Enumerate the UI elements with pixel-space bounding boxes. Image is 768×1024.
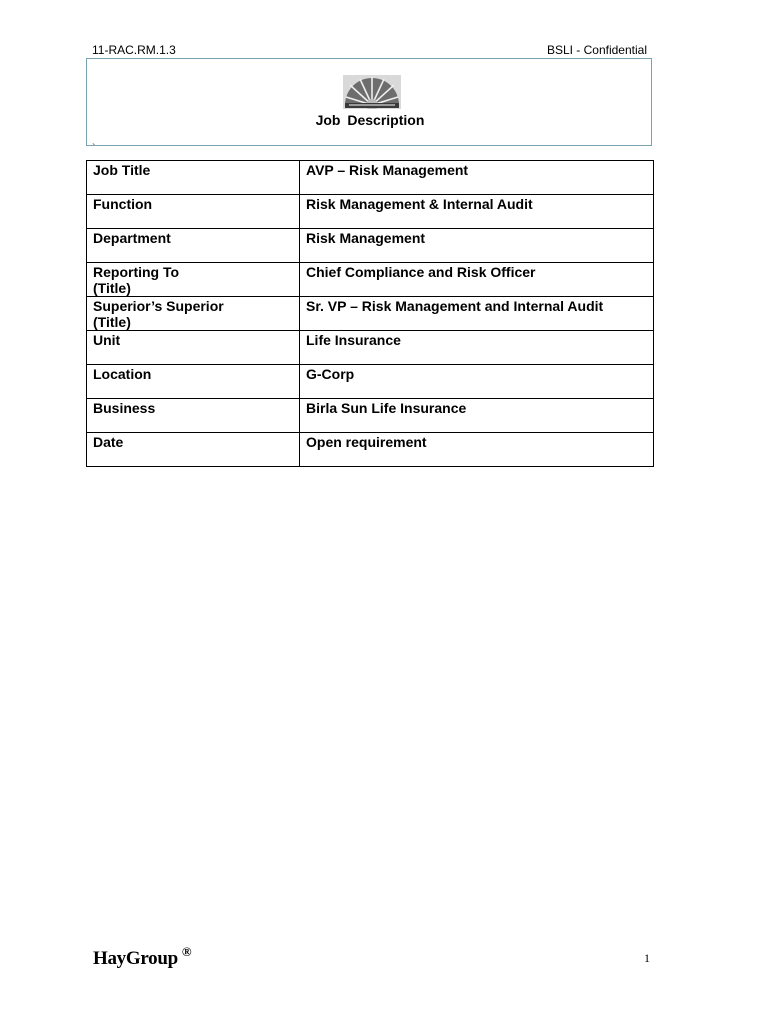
haygroup-logo: [93, 944, 191, 970]
stray-mark: `: [92, 143, 96, 154]
field-label: Location: [93, 366, 152, 382]
confidentiality-label: BSLI - Confidential: [546, 43, 647, 57]
field-label-cell: [87, 399, 300, 433]
company-logo-icon: [343, 75, 401, 109]
field-label: Department: [93, 230, 171, 246]
table-row: [87, 195, 654, 229]
brand-name: HayGroup: [93, 948, 178, 969]
field-value: Birla Sun Life Insurance: [300, 399, 654, 433]
document-code: 11-RAC.RM.1.3: [92, 43, 176, 57]
field-label-cell: [87, 229, 300, 263]
field-label-cell: [87, 331, 300, 365]
field-label: Job Title: [93, 162, 151, 178]
field-label: (Title): [93, 314, 131, 330]
field-label: Date: [93, 434, 124, 450]
field-label: Function: [93, 196, 153, 212]
field-label-cell: [87, 297, 300, 331]
title-block: [86, 58, 652, 146]
table-row: [87, 263, 654, 297]
field-value: Risk Management & Internal Audit: [300, 195, 654, 229]
field-label-cell: [87, 365, 300, 399]
document-title: Job Description: [315, 112, 425, 128]
field-value: AVP – Risk Management: [300, 161, 654, 195]
table-row: [87, 433, 654, 467]
page-number: 1: [644, 951, 650, 965]
field-label: Reporting To: [93, 264, 180, 280]
field-value: Chief Compliance and Risk Officer: [300, 263, 654, 297]
field-label: (Title): [93, 280, 131, 296]
field-value: Sr. VP – Risk Management and Internal Audit: [300, 297, 654, 331]
field-label: Unit: [93, 332, 121, 348]
table-row: [87, 399, 654, 433]
field-value: G-Corp: [300, 365, 654, 399]
field-label-cell: [87, 161, 300, 195]
table-row: [87, 229, 654, 263]
table-row: [87, 297, 654, 331]
table-row: [87, 365, 654, 399]
table-row: [87, 331, 654, 365]
field-label-cell: [87, 195, 300, 229]
field-label: Superior’s Superior: [93, 298, 224, 314]
table-row: [87, 161, 654, 195]
registered-mark: ®: [181, 944, 192, 959]
field-value: Life Insurance: [300, 331, 654, 365]
job-details-table: [86, 160, 654, 467]
field-value: Open requirement: [300, 433, 654, 467]
field-label-cell: [87, 263, 300, 297]
field-label: Business: [93, 400, 156, 416]
field-value: Risk Management: [300, 229, 654, 263]
field-label-cell: [87, 433, 300, 467]
